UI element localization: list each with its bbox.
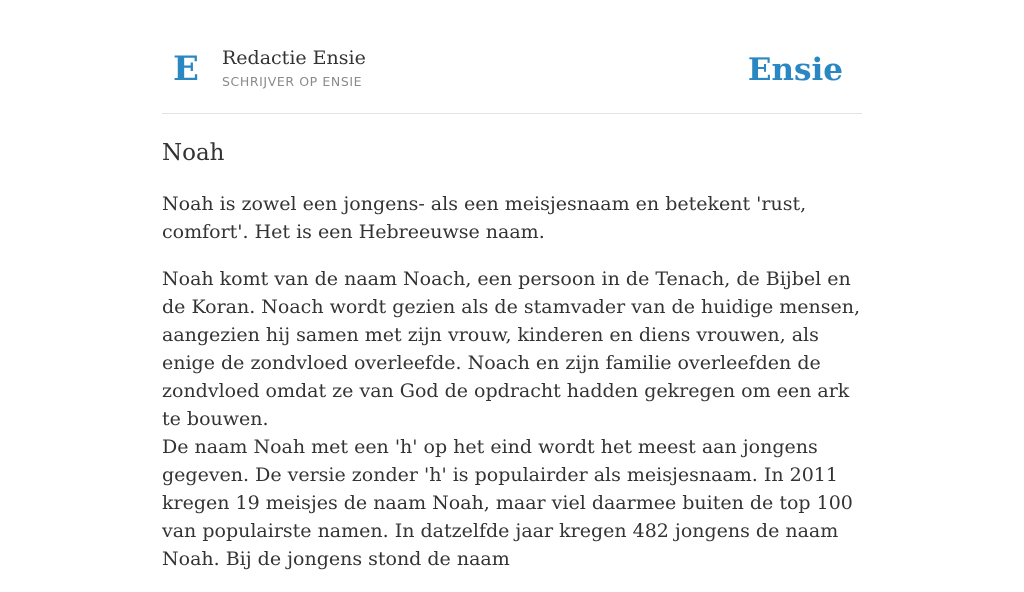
paragraph-origin bbox=[162, 265, 868, 573]
paragraph-origin-part2: De naam Noah met een 'h' op het eind wordt het meest aan jongens gegeven. De versie zonder 'h' is populairder als meisjesnaam. In 2011 kregen 19 meisjes de naam Noah, maar viel daarmee buiten de top 100 van populairste namen. In datzelfde jaar kregen 482 jongens de naam Noah. Bij de jongens stond de naam bbox=[162, 436, 853, 570]
paragraph-intro: Noah is zowel een jongens- als een meisjesnaam en betekent 'rust, comfort'. Het is een Hebreeuwse naam. bbox=[162, 193, 807, 243]
paragraph-origin-part1: Noah komt van de naam Noach, een persoon in de Tenach, de Bijbel en de Koran. Noach wordt gezien als de stamvader van de huidige mensen, aangezien hij samen met zijn vrouw, kinderen en diens vrouwen, als enige de zondvloed overleefde. Noach en zijn familie overleefden de zondvloed omdat ze van God de opdracht hadden gekregen om een ark te bouwen. bbox=[162, 268, 860, 430]
brand-logo[interactable]: Ensie bbox=[747, 52, 843, 88]
article-body bbox=[162, 190, 868, 592]
author-role: SCHRIJVER OP ENSIE bbox=[222, 74, 363, 89]
article-card bbox=[162, 0, 862, 570]
author-avatar-logo[interactable]: E bbox=[173, 49, 199, 89]
article-header bbox=[162, 0, 862, 114]
author-name[interactable]: Redactie Ensie bbox=[222, 47, 366, 69]
article-title: Noah bbox=[162, 140, 225, 166]
